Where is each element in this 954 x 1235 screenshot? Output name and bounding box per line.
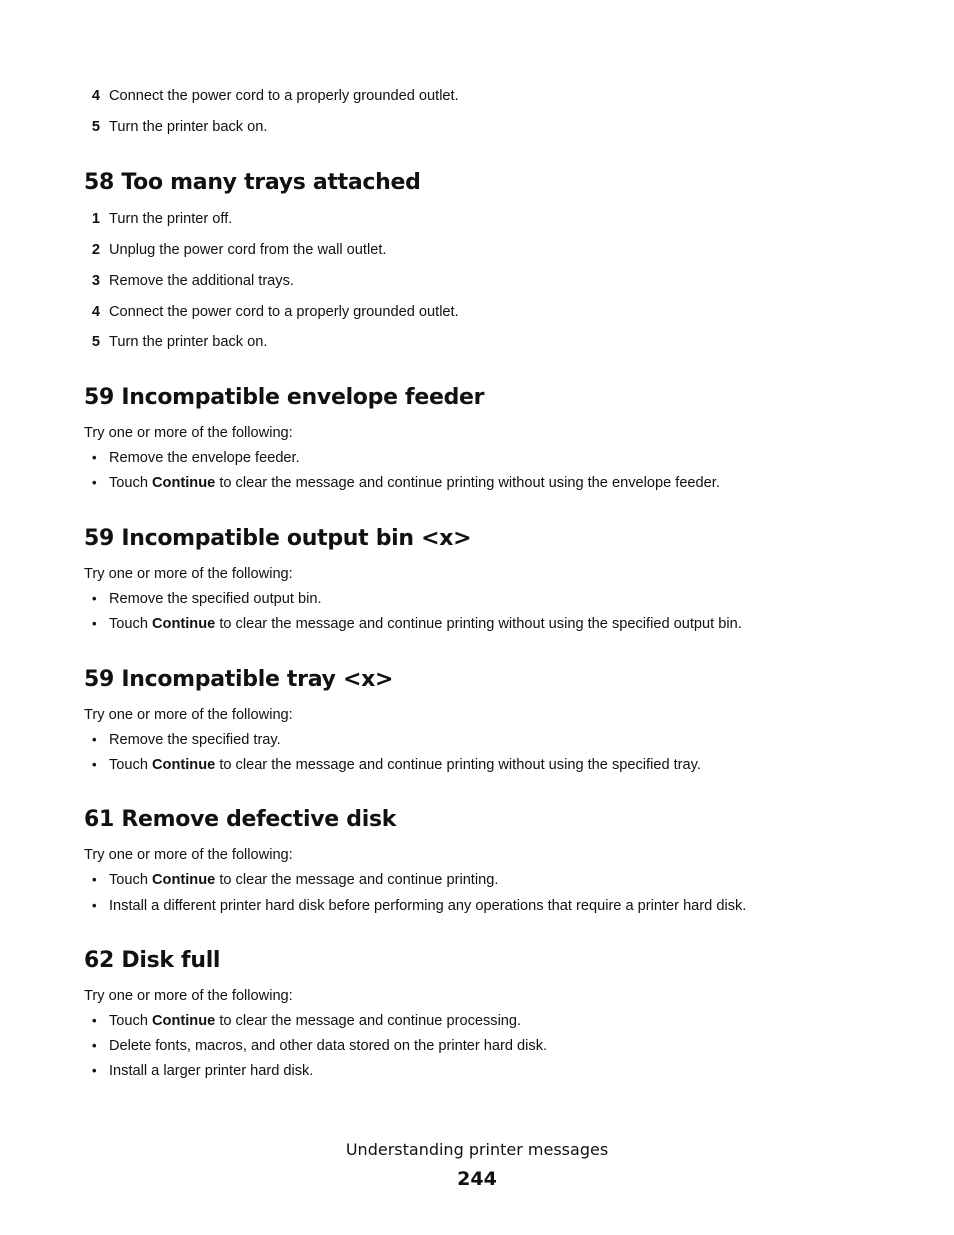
section-heading-61: 61 Remove defective disk xyxy=(84,807,397,832)
text-pre: Touch xyxy=(109,616,148,632)
bullet-icon: • xyxy=(92,475,97,490)
section-intro: Try one or more of the following: xyxy=(84,566,293,582)
step-number: 1 xyxy=(91,211,100,227)
list-item-text xyxy=(109,871,498,889)
text-post: to clear the message and continue printing. xyxy=(219,872,499,888)
bullet-icon: • xyxy=(92,591,97,606)
bullet-icon: • xyxy=(92,1038,97,1053)
section-heading-62: 62 Disk full xyxy=(84,948,221,973)
list-item-text: Remove the specified output bin. xyxy=(109,591,322,607)
continue-label: Continue xyxy=(152,1013,216,1029)
step-number: 3 xyxy=(91,273,100,289)
continue-label: Continue xyxy=(152,616,216,632)
list-item-text xyxy=(109,756,701,774)
bullet-icon: • xyxy=(92,872,97,887)
list-item-text xyxy=(109,615,742,633)
footer-section-title: Understanding printer messages xyxy=(345,1140,609,1159)
bullet-icon: • xyxy=(92,757,97,772)
bullet-icon: • xyxy=(92,616,97,631)
section-heading-59-tray: 59 Incompatible tray <x> xyxy=(84,667,394,692)
section-intro: Try one or more of the following: xyxy=(84,425,293,441)
section-intro: Try one or more of the following: xyxy=(84,707,293,723)
section-intro: Try one or more of the following: xyxy=(84,847,293,863)
list-item-text: Install a different printer hard disk before performing any operations that require a printer hard disk. xyxy=(109,898,747,914)
step-text: Turn the printer back on. xyxy=(109,119,268,135)
step-number: 2 xyxy=(91,242,100,258)
continue-label: Continue xyxy=(152,757,216,773)
text-post: to clear the message and continue printing without using the envelope feeder. xyxy=(219,475,720,491)
text-post: to clear the message and continue printing without using the specified output bin. xyxy=(219,616,742,632)
text-pre: Touch xyxy=(109,757,148,773)
step-number: 5 xyxy=(91,334,100,350)
section-heading-59-output-bin: 59 Incompatible output bin <x> xyxy=(84,526,472,551)
list-item-text: Install a larger printer hard disk. xyxy=(109,1063,314,1079)
bullet-icon: • xyxy=(92,898,97,913)
list-item-text xyxy=(109,1012,521,1030)
continue-label: Continue xyxy=(152,872,216,888)
section-intro: Try one or more of the following: xyxy=(84,988,293,1004)
text-pre: Touch xyxy=(109,1013,148,1029)
list-item-text xyxy=(109,474,720,492)
list-item-text: Delete fonts, macros, and other data stored on the printer hard disk. xyxy=(109,1038,548,1054)
text-pre: Touch xyxy=(109,872,148,888)
step-number: 4 xyxy=(91,88,100,104)
step-text: Unplug the power cord from the wall outlet. xyxy=(109,242,387,258)
section-heading-59-envelope: 59 Incompatible envelope feeder xyxy=(84,385,485,410)
step-text: Turn the printer back on. xyxy=(109,334,268,350)
continue-label: Continue xyxy=(152,475,216,491)
step-text: Remove the additional trays. xyxy=(109,273,294,289)
step-text: Connect the power cord to a properly grounded outlet. xyxy=(109,88,459,104)
text-post: to clear the message and continue processing. xyxy=(219,1013,522,1029)
section-heading-58: 58 Too many trays attached xyxy=(84,170,421,195)
text-post: to clear the message and continue printing without using the specified tray. xyxy=(219,757,701,773)
page-number: 244 xyxy=(457,1168,497,1190)
step-number: 4 xyxy=(91,304,100,320)
list-item-text: Remove the envelope feeder. xyxy=(109,450,300,466)
bullet-icon: • xyxy=(92,732,97,747)
bullet-icon: • xyxy=(92,1013,97,1028)
bullet-icon: • xyxy=(92,450,97,465)
list-item-text: Remove the specified tray. xyxy=(109,732,281,748)
bullet-icon: • xyxy=(92,1063,97,1078)
step-text: Turn the printer off. xyxy=(109,211,233,227)
step-number: 5 xyxy=(91,119,100,135)
text-pre: Touch xyxy=(109,475,148,491)
step-text: Connect the power cord to a properly grounded outlet. xyxy=(109,304,459,320)
